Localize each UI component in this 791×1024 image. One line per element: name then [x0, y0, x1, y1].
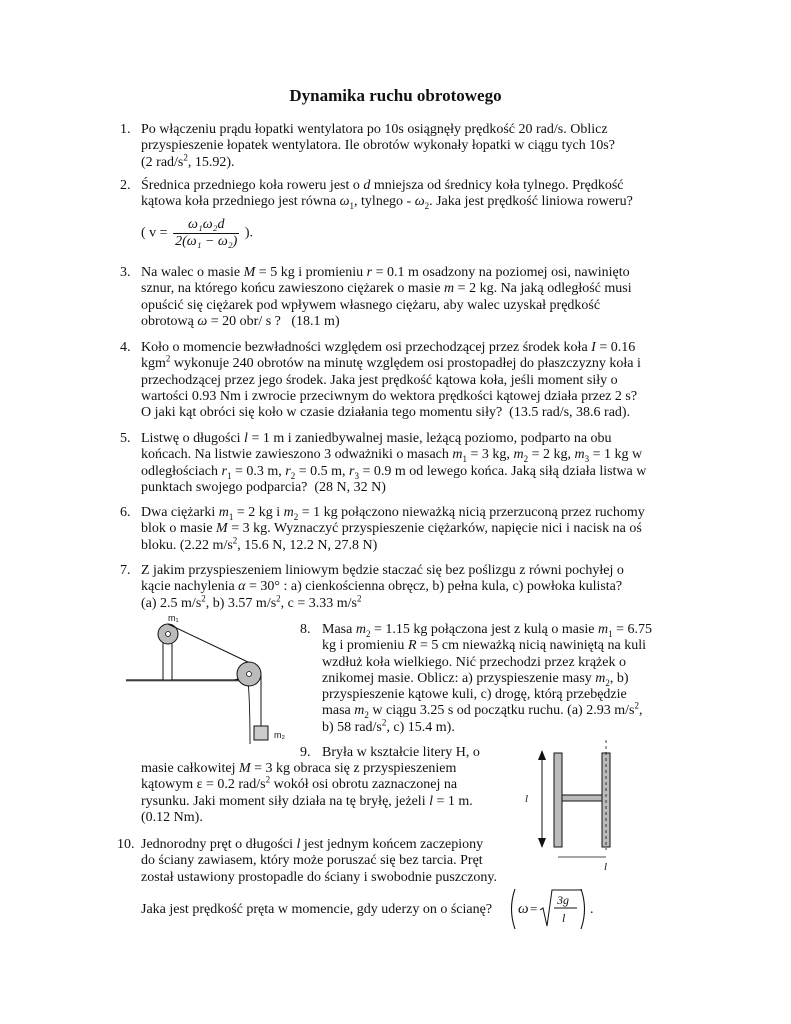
problem-6: Dwa ciężarki $m_1 = 2$ kg i $m_2 = 1$ kg połączono nieważką nicią przerzuconą przez ruchomy blok o masie M = 3 kg. Wyznaczyć przyspieszenie ciężarków, napięcie nici i nacisk na oś bloku. (2.22 $m/s^2$, 15.6 N, 12.2 N, 27.8 N) [141, 505, 645, 553]
label-l-vertical: l [525, 793, 529, 805]
omega-symbol: ω [518, 901, 529, 917]
h-shape-figure [520, 740, 630, 872]
problem-9-first-line: Bryła w kształcie litery H, o [322, 745, 480, 760]
label-m1: m₁ [168, 613, 179, 623]
problem-10-question: Jaka jest prędkość pręta w momencie, gdy uderzy on o ścianę? [141, 902, 493, 917]
problem-4-number: 4. [120, 340, 131, 355]
problem-7: Z jakim przyspieszeniem liniowym będzie staczać się bez poślizgu z równi pochyłej o kącie nachylenia α = 30° : a) cienkościenna obręcz, b) pełna kula, c) powłoka kulista? (a) 2.5 $m/s^2$, b) 3.57 $m/s^2$, c = 3.33 $m/s^2$ [141, 563, 624, 611]
problem-3: Na walec o masie M = 5 kg i promieniu r = 0.1 m osadzony na poziomej osi, nawinięto sznur, na którego końcu zawieszono ciężarek o masie m = 2 kg. Na jaką odległość musi opuścić się ciężarek pod wpływem własnego ciężaru, aby walec uzyskał prędkość obrotową ω = 20 obr/ s ? (18.1 m) [141, 265, 632, 329]
label-m2: m₂ [274, 730, 285, 740]
formula-10-period: . [590, 902, 594, 917]
page-title: Dynamika ruchu obrotowego [289, 86, 502, 105]
pulley-figure [126, 612, 286, 750]
problem-10: Jednorodny pręt o długości l jest jednym końcem zaczepiony do ściany zawiasem, który może poruszać się bez tarcia. Pręt został ustawiony prostopadle do ściany i swobodnie puszczony. [141, 837, 498, 885]
problem-7-number: 7. [120, 563, 131, 578]
problem-1-number: 1. [120, 122, 131, 137]
label-l-horizontal: l [604, 861, 608, 872]
problem-2: Średnica przedniego koła roweru jest o d mniejsza od średnicy koła tylnego. Prędkość kątowa koła przedniego jest równa $\omega_1$, tylnego - $\omega_2$. Jaka jest prędkość liniowa roweru? ( v = $\frac{\text{ω₁ω₂d}}{\text{2(ω₁ − ω₂)}}$ ). [141, 178, 633, 249]
formula-10 [507, 886, 589, 932]
problem-1: Po włączeniu prądu łopatki wentylatora po 10s osiągnęły prędkość 20 rad/s. Oblicz przyspieszenie łopatek wentylatora. Ile obrotów wykonały łopatki w ciągu tych 10s? (2 rad/$s^2$, 15.92). [141, 122, 615, 170]
svg-text:=: = [530, 901, 538, 916]
problem-10-number: 10. [117, 837, 135, 852]
formula-10-denominator: l [562, 911, 566, 925]
problem-5-number: 5. [120, 431, 131, 446]
formula-10-numerator: 3g [557, 893, 569, 907]
formula-2: ( v = $\frac{\text{ω₁ω₂d}}{\text{2(ω₁ − ω₂)}}$ ). [141, 216, 254, 249]
problem-9: masie całkowitej M = 3 kg obraca się z przyspieszeniem kątowym ε = 0.2 rad/$s^2$ wokół osi obrotu zaznaczonej na rysunku. Jaki moment siły działa na tę bryłę, jeżeli l = 1 m. (0.12 Nm). [141, 761, 473, 825]
problem-8: Masa $m_2 = 1.15$ kg połączona jest z kulą o masie $m_1 = 6.75$ kg i promieniu R = 5 cm nieważką nicią nawiniętą na kuli wzdłuż koła wielkiego. Nić przechodzi przez krążek o znikomej masie. Oblicz: a) przyspieszenie masy $m_2$, b) przyspieszenie kątowe kuli, c) drogę, którą przebędzie masa $m_2$ w ciągu 3.25 s od początku ruchu. (a) 2.93 $m/s^2$, b) 58 rad/$s^2$, c) 15.4 m). [322, 622, 653, 735]
problem-3-number: 3. [120, 265, 131, 280]
problem-2-number: 2. [120, 178, 131, 193]
problem-8-number: 8. [300, 622, 311, 637]
problem-5: Listwę o długości l = 1 m i zaniedbywalnej masie, leżącą poziomo, podparto na obu końcach. Na listwie zawieszono 3 odważniki o masach $m_1 = 3$ kg, $m_2 = 2$ kg, $m_3 = 1$ kg w odległościach $r_1 = 0.3$ m, $r_2 = 0.5$ m, $r_3 = 0.9$ m od lewego końca. Jaką siłą działa listwa w punktach swojego podparcia? (28 N, 32 N) [141, 431, 647, 495]
problem-4: Koło o momencie bezwładności względem osi przechodzącej przez środek koła I = 0.16 kgm$^2$ wykonuje 240 obrotów na minutę względem osi prostopadłej do płaszczyzny koła i przechodzącej przez jego środek. Jaka jest prędkość kątowa koła, jeśli moment siły o wartości 0.93 Nm i zwrocie przeciwnym do wektora prędkości kątowej działa przez 2 s? O jaki kąt obróci się koło w czasie działania tego momentu siły? (13.5 rad/s, 38.6 rad). [141, 340, 641, 421]
problem-6-number: 6. [120, 505, 131, 520]
problem-9-number: 9. [300, 745, 311, 760]
